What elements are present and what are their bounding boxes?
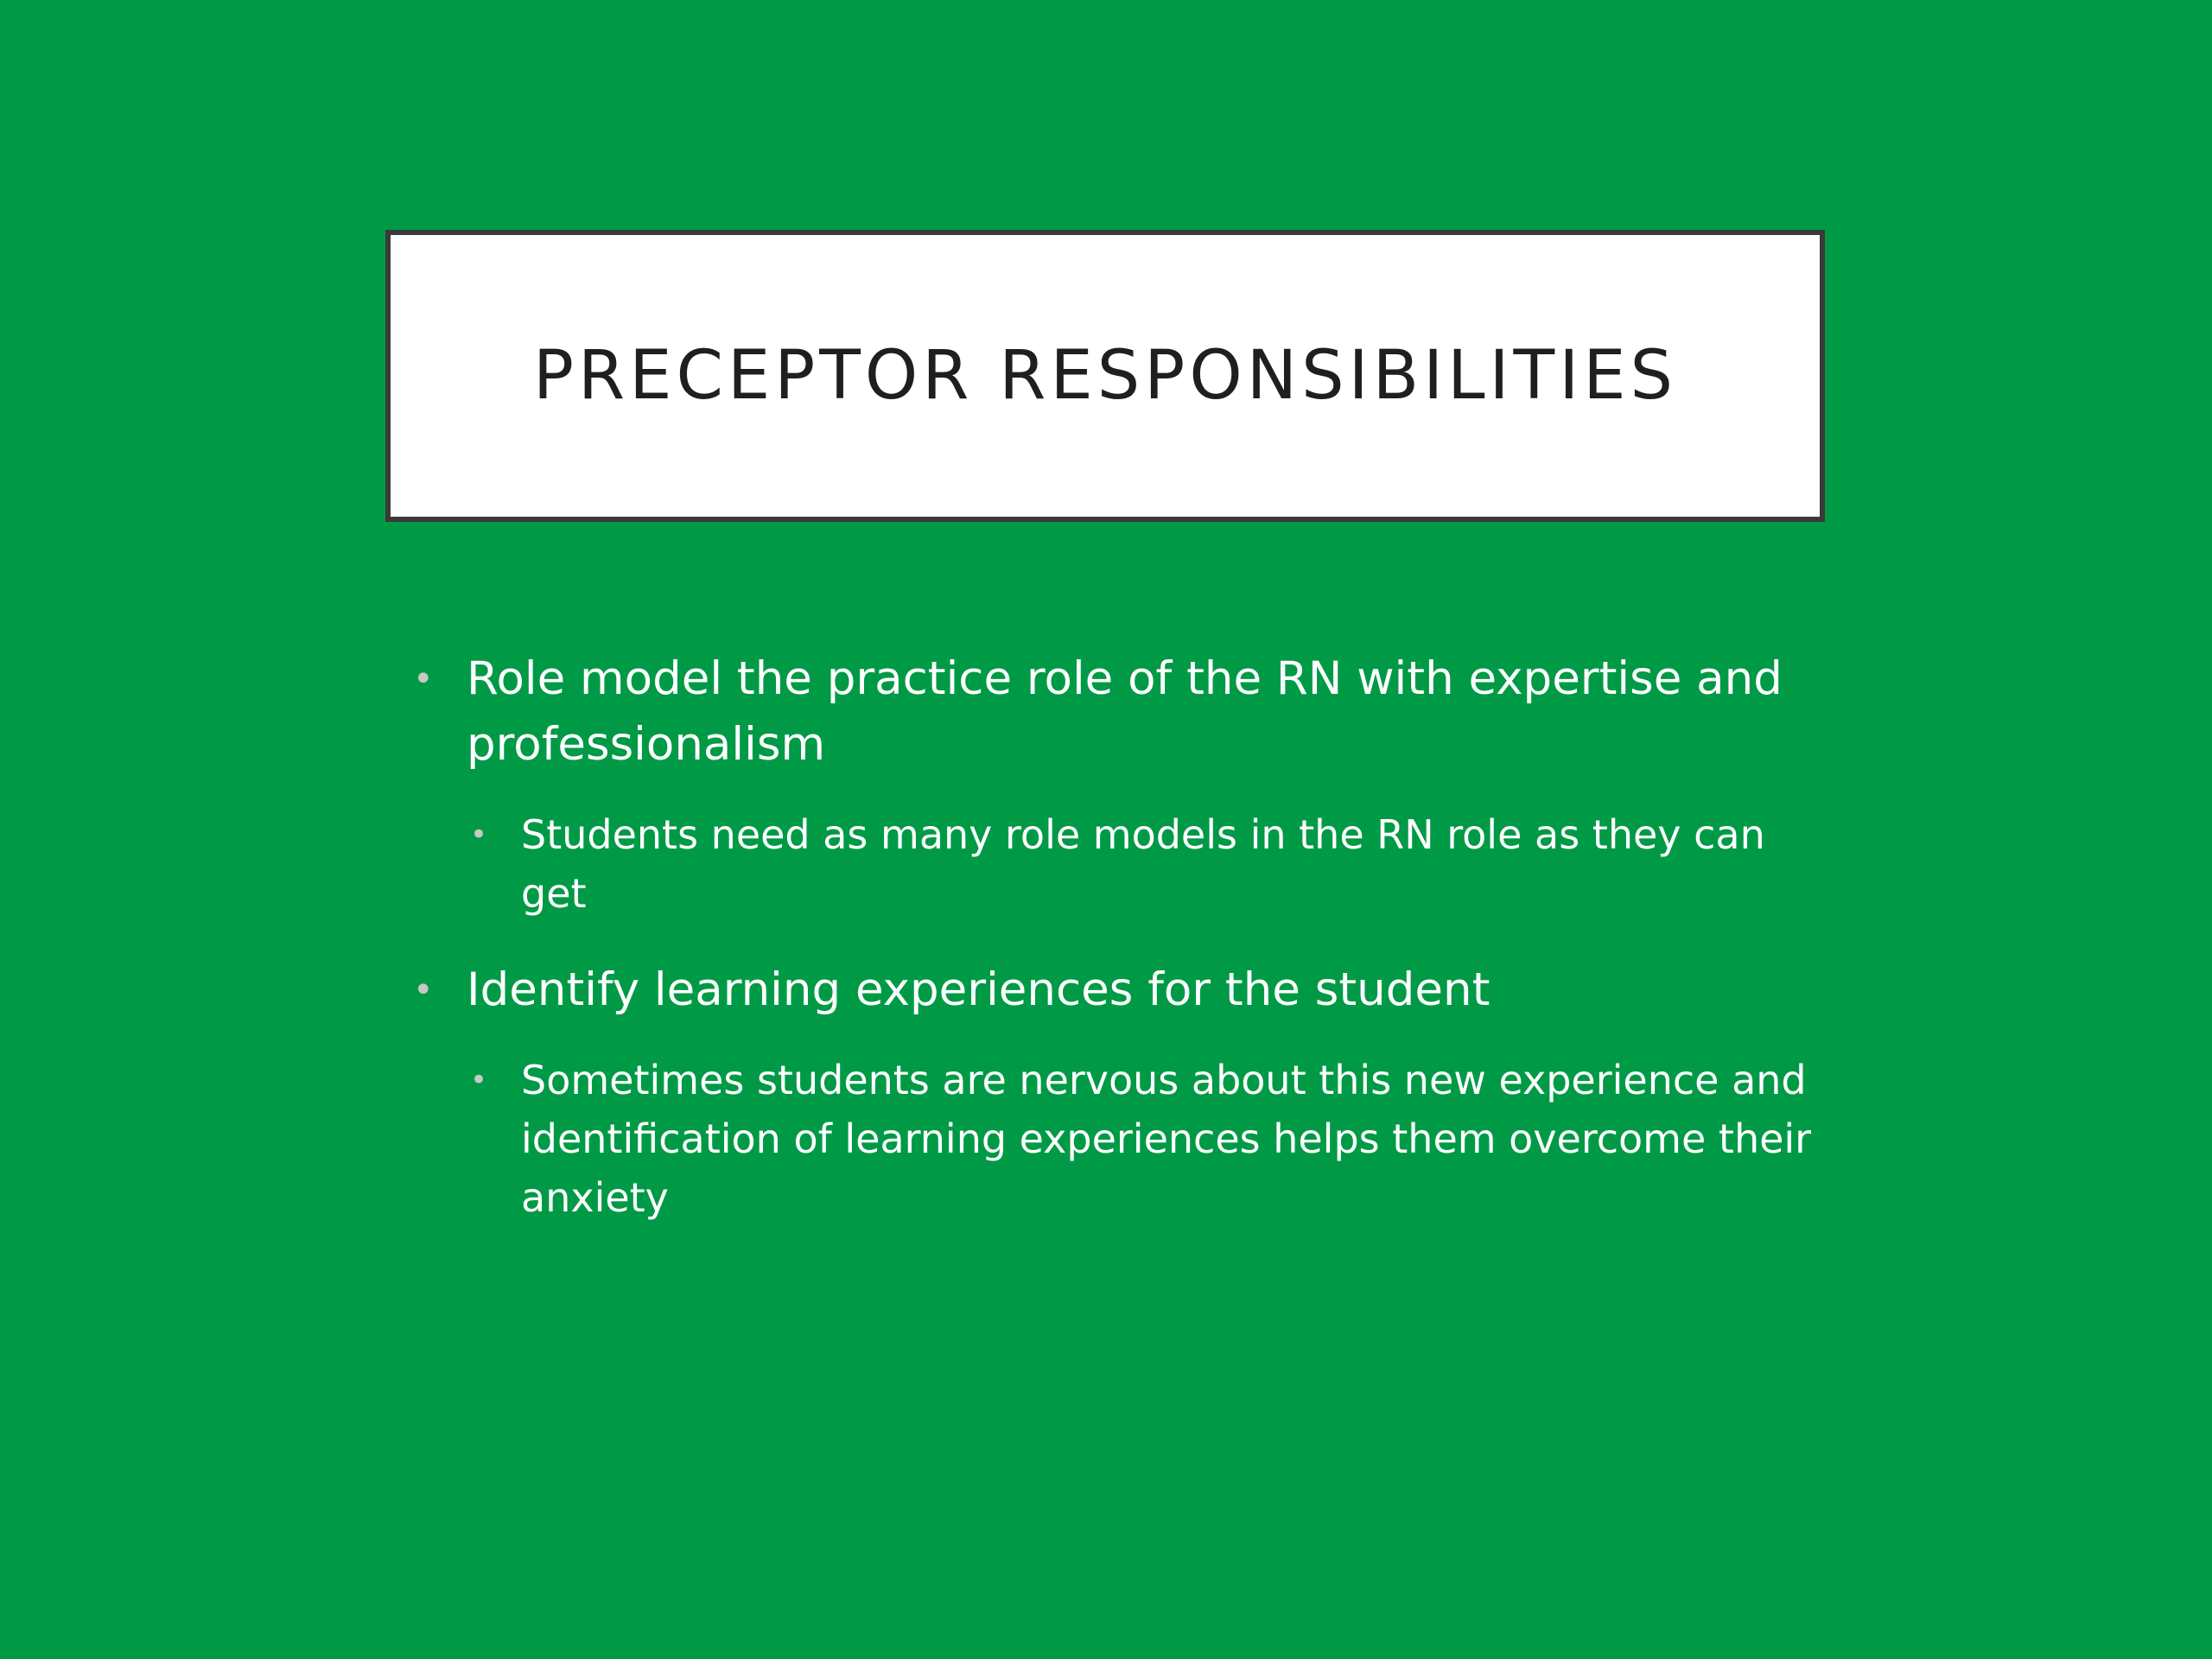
bullet-dot-icon: • (413, 970, 434, 1010)
bullet-dot-icon: • (413, 659, 434, 699)
sub-bullet-text: Sometimes students are nervous about this new experience and identification of learning experiences helps them overcome their anxiety (521, 1057, 1812, 1221)
slide-title: PRECEPTOR RESPONSIBILITIES (532, 337, 1678, 415)
sub-bullet-text: Students need as many role models in the RN role as they can get (521, 811, 1765, 917)
title-box (385, 230, 1825, 522)
sub-bullet-item (467, 1051, 1823, 1227)
bullet-item (406, 957, 1823, 1023)
bullet-dot-icon: • (470, 817, 488, 852)
bullet-item (406, 646, 1823, 778)
bullet-list (406, 646, 1823, 1262)
sub-bullet-item (467, 805, 1823, 923)
bullet-dot-icon: • (470, 1063, 488, 1097)
bullet-text: Role model the practice role of the RN with expertise and professionalism (467, 652, 1783, 771)
bullet-text: Identify learning experiences for the student (467, 963, 1491, 1016)
